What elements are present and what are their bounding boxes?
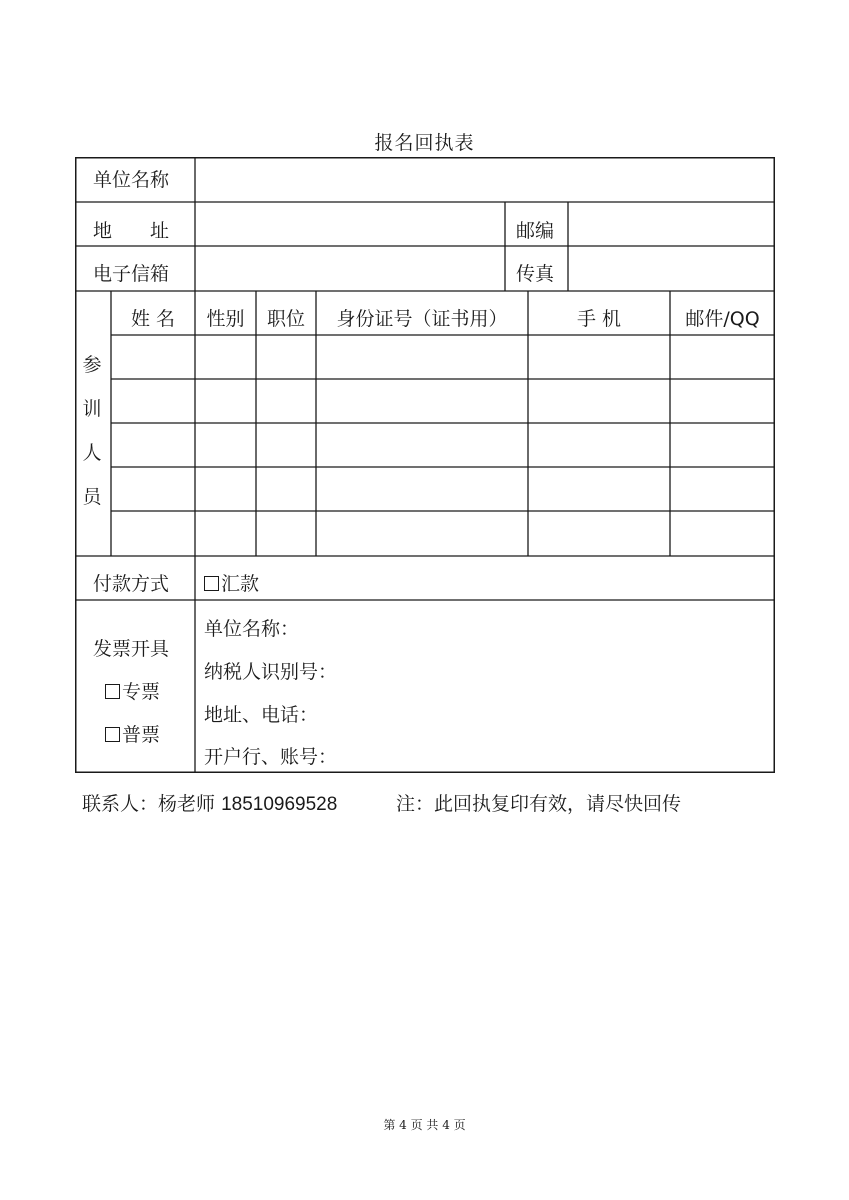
page-number: 第 4 页 共 4 页 xyxy=(383,1118,466,1132)
invoice-field-unit-name: 单位名称： xyxy=(204,618,300,640)
payment-option-label: 汇款 xyxy=(221,573,260,595)
form-title: 报名回执表 xyxy=(374,132,475,154)
invoice-normal-option[interactable] xyxy=(105,723,160,747)
participants-label xyxy=(80,343,104,519)
col-name-header: 姓 名 xyxy=(130,308,176,330)
invoice-field-bank-account: 开户行、账号： xyxy=(204,746,338,768)
form-grid xyxy=(75,157,775,773)
participants-label-char: 参 xyxy=(82,354,102,376)
col-gender-header: 性别 xyxy=(206,308,245,330)
checkbox-icon[interactable] xyxy=(204,576,219,591)
contact-phone: 18510969528 xyxy=(221,794,338,815)
address-label: 地 址 xyxy=(93,220,170,242)
invoice-special-label: 专票 xyxy=(122,681,161,703)
checkbox-icon[interactable] xyxy=(105,727,120,742)
col-position-header: 职位 xyxy=(266,308,305,330)
participants-label-char: 训 xyxy=(82,398,102,420)
fax-label: 传真 xyxy=(516,263,555,285)
invoice-normal-label: 普票 xyxy=(122,724,161,746)
payment-label: 付款方式 xyxy=(93,573,170,595)
contact-line xyxy=(82,789,337,816)
participants-label-char: 人 xyxy=(82,442,102,464)
email-label: 电子信箱 xyxy=(93,263,170,285)
col-id-header: 身份证号（证书用） xyxy=(336,308,508,330)
participants-label-char: 员 xyxy=(82,486,102,508)
col-mobile-header: 手 机 xyxy=(576,308,622,330)
payment-option[interactable] xyxy=(204,572,259,596)
invoice-field-tax-id: 纳税人识别号： xyxy=(204,661,338,683)
checkbox-icon[interactable] xyxy=(105,684,120,699)
invoice-label: 发票开具 xyxy=(93,638,170,660)
invoice-special-option[interactable] xyxy=(105,680,160,704)
unit-name-label: 单位名称 xyxy=(93,169,170,191)
invoice-field-address-phone: 地址、电话： xyxy=(204,704,319,726)
postcode-label: 邮编 xyxy=(516,220,555,242)
col-email-qq-header: 邮件/QQ xyxy=(685,308,760,330)
registration-form xyxy=(75,157,775,773)
contact-label: 联系人：杨老师 xyxy=(82,793,216,815)
footer-note: 注：此回执复印有效，请尽快回传 xyxy=(396,793,682,815)
